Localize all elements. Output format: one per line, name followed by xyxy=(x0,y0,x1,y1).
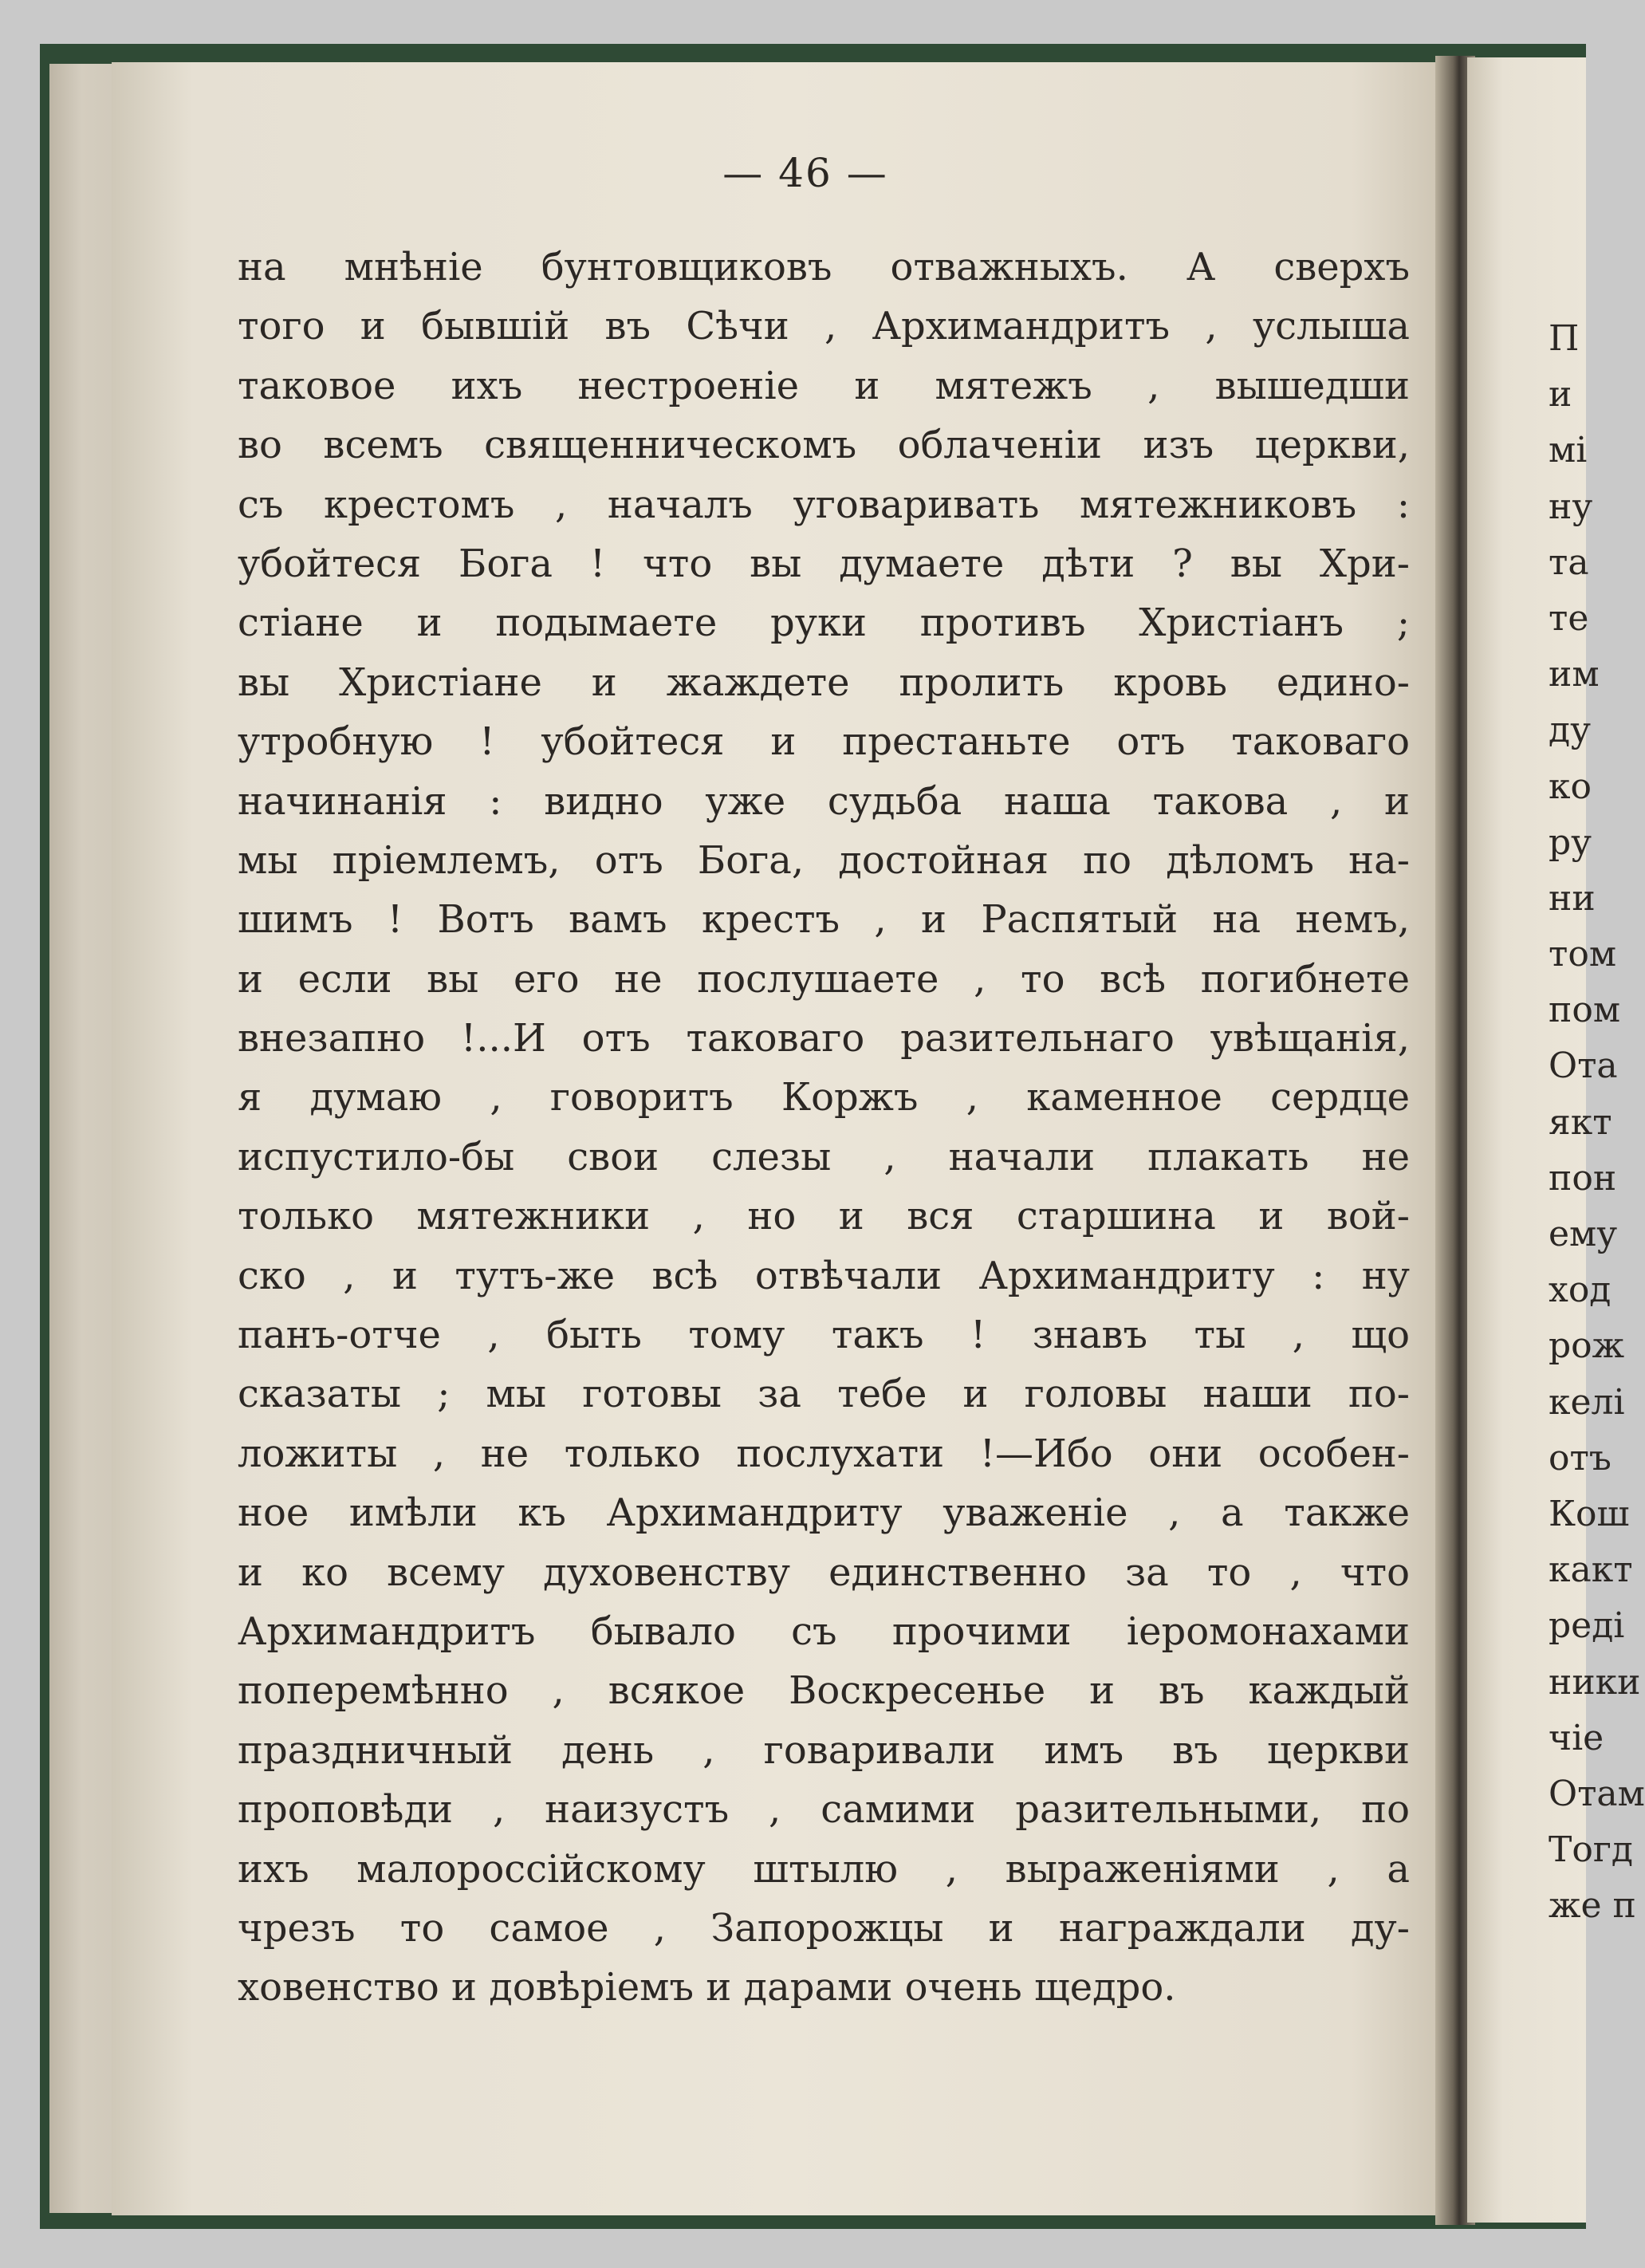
text-line: проповѣди , наизустъ , самими разительными, по xyxy=(238,1787,1410,1833)
text-fragment: ни xyxy=(1549,877,1596,919)
text-line: вы Христіане и жаждете пролить кровь едино- xyxy=(238,660,1410,705)
text-line: мы пріемлемъ, отъ Бога, достойная по дѣломъ на- xyxy=(238,837,1410,883)
text-fragment: том xyxy=(1549,934,1617,975)
text-line: ховенство и довѣріемъ и дарами очень щедро. xyxy=(238,1965,1176,2010)
text-line: сказаты ; мы готовы за тебе и головы наши по- xyxy=(238,1372,1410,1417)
text-fragment: ему xyxy=(1549,1214,1618,1254)
text-fragment: та xyxy=(1549,541,1589,583)
text-line: ное имѣли къ Архимандриту уваженіе , а также xyxy=(238,1490,1410,1536)
text-line: поперемѣнно , всякое Воскресенье и въ каждый xyxy=(238,1668,1410,1714)
text-line: ложиты , не только послухати !—Ибо они особен- xyxy=(238,1431,1410,1476)
text-fragment: ду xyxy=(1549,710,1591,751)
text-line: того и бывшій въ Сѣчи , Архимандритъ , услыша xyxy=(238,304,1410,349)
text-line: убойтеся Бога ! что вы думаете дѣти ? вы Хри- xyxy=(238,541,1410,586)
text-fragment: рож xyxy=(1549,1325,1625,1367)
text-fragment: пом xyxy=(1549,990,1621,1031)
text-line: ихъ малороссійскому штылю , выраженіями , а xyxy=(238,1846,1410,1892)
text-fragment: чіе xyxy=(1549,1717,1604,1758)
text-fragment: пон xyxy=(1549,1157,1617,1199)
text-line: я думаю , говоритъ Коржъ , каменное сердце xyxy=(238,1075,1410,1120)
text-fragment: келі xyxy=(1549,1381,1625,1423)
text-fragment: же п xyxy=(1549,1885,1636,1927)
text-line: стіане и подымаете руки противъ Христіанъ ; xyxy=(238,600,1410,646)
text-fragment: ход xyxy=(1549,1270,1612,1311)
text-line: внезапно !...И отъ таковаго разительнаго увѣщанія, xyxy=(238,1016,1410,1061)
text-line: только мятежники , но и вся старшина и вой- xyxy=(238,1194,1410,1239)
text-line: ско , и тутъ-же всѣ отвѣчали Архимандриту : ну xyxy=(238,1253,1410,1298)
text-fragment: ники xyxy=(1549,1661,1641,1703)
text-line: чрезъ то самое , Запорожцы и награждали ду- xyxy=(238,1905,1410,1951)
text-line: Архимандритъ бывало съ прочими іеромонахами xyxy=(238,1608,1410,1654)
text-fragment: Ота xyxy=(1549,1045,1618,1087)
text-fragment: им xyxy=(1549,654,1600,695)
text-line: утробную ! убойтеся и престаньте отъ таковаго xyxy=(238,719,1410,765)
text-fragment: какт xyxy=(1549,1549,1633,1591)
text-line: и ко всему духовенству единственно за то , что xyxy=(238,1549,1410,1595)
text-line: на мнѣніе бунтовщиковъ отважныхъ. А сверхъ xyxy=(238,245,1410,289)
text-fragment: П xyxy=(1549,318,1580,359)
text-line: съ крестомъ , началъ уговаривать мятежниковъ : xyxy=(238,482,1410,527)
text-line: таковое ихъ нестроеніе и мятежъ , вышедши xyxy=(238,363,1410,408)
page-number: — 46 — xyxy=(722,150,888,196)
text-line: праздничный день , говаривали имъ въ церкви xyxy=(238,1727,1410,1773)
text-fragment: отъ xyxy=(1549,1437,1612,1479)
right-page-text-fragments xyxy=(1549,311,1645,1934)
text-line: испустило-бы свои слезы , начали плакать не xyxy=(238,1134,1410,1179)
text-fragment: ру xyxy=(1549,821,1592,863)
text-fragment: реді xyxy=(1549,1605,1625,1647)
left-page-text xyxy=(238,238,1410,2018)
text-fragment: те xyxy=(1549,597,1589,639)
text-fragment: ко xyxy=(1549,766,1592,807)
text-line: шимъ ! Вотъ вамъ крестъ , и Распятый на немъ, xyxy=(238,897,1410,943)
text-fragment: Тогд xyxy=(1549,1829,1633,1871)
text-fragment: Кош xyxy=(1549,1493,1630,1534)
text-line: начинанія : видно уже судьба наша такова , и xyxy=(238,778,1410,824)
text-line: и если вы его не послушаете , то всѣ погибнете xyxy=(238,956,1410,1002)
text-fragment: Отам xyxy=(1549,1773,1645,1814)
text-fragment: и xyxy=(1549,374,1572,415)
text-fragment: якт xyxy=(1549,1101,1612,1143)
text-line: во всемъ священническомъ облаченіи изъ церкви, xyxy=(238,423,1410,468)
text-fragment: мі xyxy=(1549,430,1588,471)
text-line: панъ-отче , быть тому такъ ! знавъ ты , що xyxy=(238,1313,1410,1358)
text-fragment: ну xyxy=(1549,486,1593,527)
